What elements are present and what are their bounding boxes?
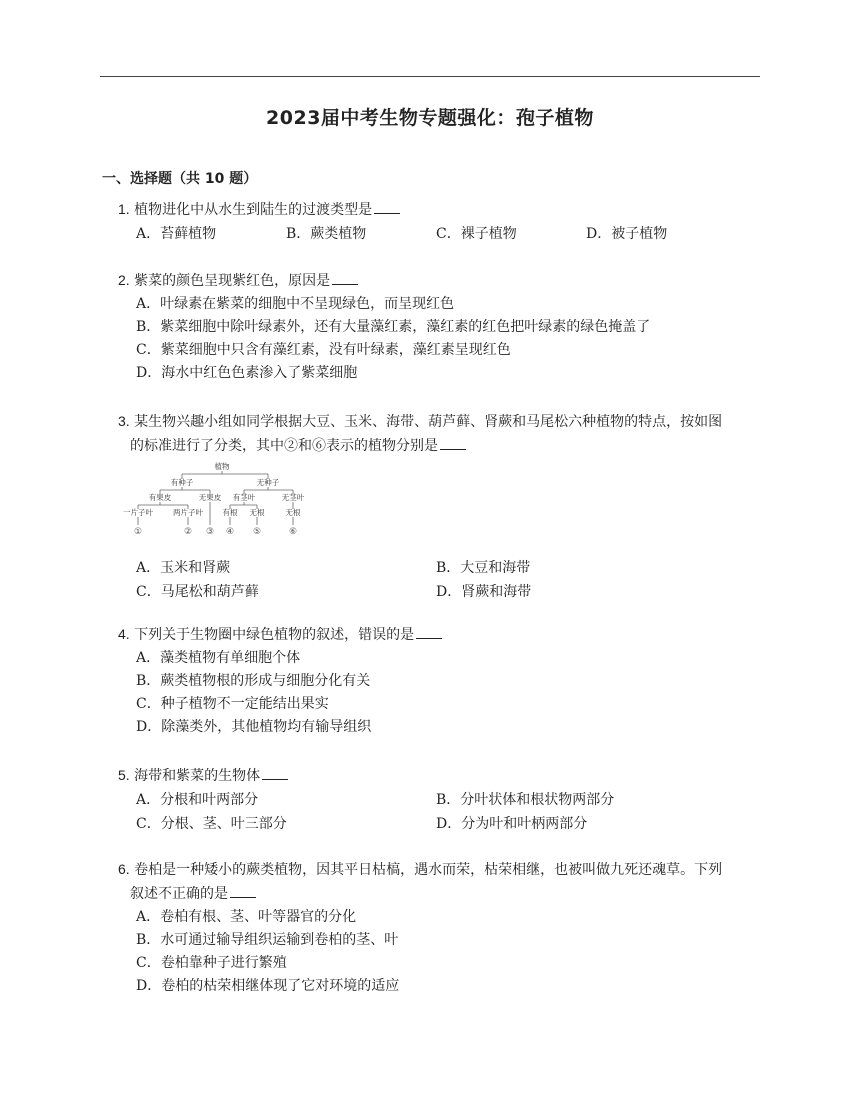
option-c[interactable]: C．卷柏靠种子进行繁殖 [136, 955, 287, 971]
option-a[interactable]: A．叶绿素在紫菜的细胞中不呈现绿色，而呈现红色 [136, 296, 455, 312]
question-2 [118, 268, 768, 385]
classification-tree [123, 462, 315, 542]
diagram-node: 有根 [222, 508, 238, 517]
answer-blank[interactable] [230, 883, 256, 898]
question-stem: 2. 紫菜的颜色呈现紫红色，原因是 [118, 268, 768, 293]
diagram-node: 无根 [249, 508, 265, 517]
question-stem: 5. 海带和紫菜的生物体 [118, 763, 768, 788]
option-b[interactable]: B．分叶状体和根状物两部分 [436, 792, 615, 808]
diagram-leaf: ⑥ [288, 527, 298, 537]
option-b[interactable]: B．蕨类植物 [286, 226, 367, 242]
question-stem: 6. 卷柏是一种矮小的蕨类植物，因其平日枯槁，遇水而荣，枯荣相继，也被叫做九死还魂草。下列 [118, 861, 723, 878]
question-stem: 3. 某生物兴趣小组如同学根据大豆、玉米、海带、葫芦藓、肾蕨和马尾松六种植物的特点，按如图 [118, 413, 723, 430]
diagram-leaf: ② [183, 527, 193, 537]
option-d[interactable]: D．肾蕨和海带 [436, 584, 532, 600]
diagram-leaf: ③ [205, 527, 215, 537]
option-b[interactable]: B．大豆和海带 [436, 560, 531, 576]
option-b[interactable]: B．蕨类植物根的形成与细胞分化有关 [136, 673, 371, 689]
classification-diagram [123, 462, 768, 550]
option-c[interactable]: C．分根、茎、叶三部分 [136, 816, 287, 832]
question-stem: 1. 植物进化中从水生到陆生的过渡类型是 [118, 197, 768, 222]
options [136, 906, 768, 998]
option-c[interactable]: C．裸子植物 [436, 226, 517, 242]
answer-blank[interactable] [332, 270, 358, 285]
diagram-node: 两片子叶 [173, 508, 203, 517]
diagram-node: 无茎叶 [281, 493, 305, 502]
question-1 [118, 197, 768, 246]
option-d[interactable]: D．除藻类外，其他植物均有输导组织 [136, 719, 372, 735]
question-5 [118, 763, 768, 836]
option-c[interactable]: C．马尾松和葫芦藓 [136, 584, 259, 600]
diagram-node: 无根 [285, 508, 301, 517]
option-a[interactable]: A．苔藓植物 [136, 226, 217, 242]
option-d[interactable]: D．卷柏的枯荣相继体现了它对环境的适应 [136, 978, 400, 994]
diagram-leaf: ⑤ [252, 527, 262, 537]
question-3 [118, 409, 768, 604]
answer-blank[interactable] [262, 765, 288, 780]
answer-blank[interactable] [374, 199, 400, 214]
diagram-leaf: ① [133, 527, 143, 537]
option-d[interactable]: D．分为叶和叶柄两部分 [436, 816, 588, 832]
options [136, 293, 768, 385]
option-c[interactable]: C．种子植物不一定能结出果实 [136, 696, 329, 712]
question-4 [118, 622, 768, 739]
diagram-node: 有茎叶 [232, 493, 256, 502]
question-stem: 4. 下列关于生物圈中绿色植物的叙述，错误的是 [118, 622, 768, 647]
diagram-node: 一片子叶 [123, 508, 153, 517]
options [136, 788, 768, 836]
header-rule [100, 76, 760, 77]
answer-blank[interactable] [440, 435, 466, 450]
option-b[interactable]: B．水可通过输导组织运输到卷柏的茎、叶 [136, 932, 399, 948]
options [136, 556, 768, 604]
page-title: 2023届中考生物专题强化：孢子植物 [266, 107, 594, 129]
diagram-node: 有种子 [170, 478, 194, 487]
diagram-node: 有果皮 [148, 493, 172, 502]
question-6 [118, 857, 768, 998]
section-heading: 一、选择题（共 10 题） [102, 171, 258, 187]
diagram-node: 无种子 [256, 478, 280, 487]
option-a[interactable]: A．卷柏有根、茎、叶等器官的分化 [136, 909, 357, 925]
option-d[interactable]: D．被子植物 [586, 226, 668, 242]
options [136, 647, 768, 739]
question-stem-cont: 的标准进行了分类，其中②和⑥表示的植物分别是 [130, 434, 768, 458]
options [136, 222, 768, 246]
option-a[interactable]: A．分根和叶两部分 [136, 792, 259, 808]
diagram-leaf: ④ [225, 527, 235, 537]
diagram-root: 植物 [214, 462, 230, 471]
diagram-node: 无果皮 [198, 493, 222, 502]
answer-blank[interactable] [416, 624, 442, 639]
question-stem-cont: 叙述不正确的是 [130, 882, 768, 906]
option-d[interactable]: D．海水中红色色素渗入了紫菜细胞 [136, 365, 358, 381]
option-c[interactable]: C．紫菜细胞中只含有藻红素，没有叶绿素，藻红素呈现红色 [136, 342, 511, 358]
option-a[interactable]: A．玉米和肾蕨 [136, 560, 231, 576]
option-b[interactable]: B．紫菜细胞中除叶绿素外，还有大量藻红素，藻红素的红色把叶绿素的绿色掩盖了 [136, 319, 651, 335]
option-a[interactable]: A．藻类植物有单细胞个体 [136, 650, 301, 666]
